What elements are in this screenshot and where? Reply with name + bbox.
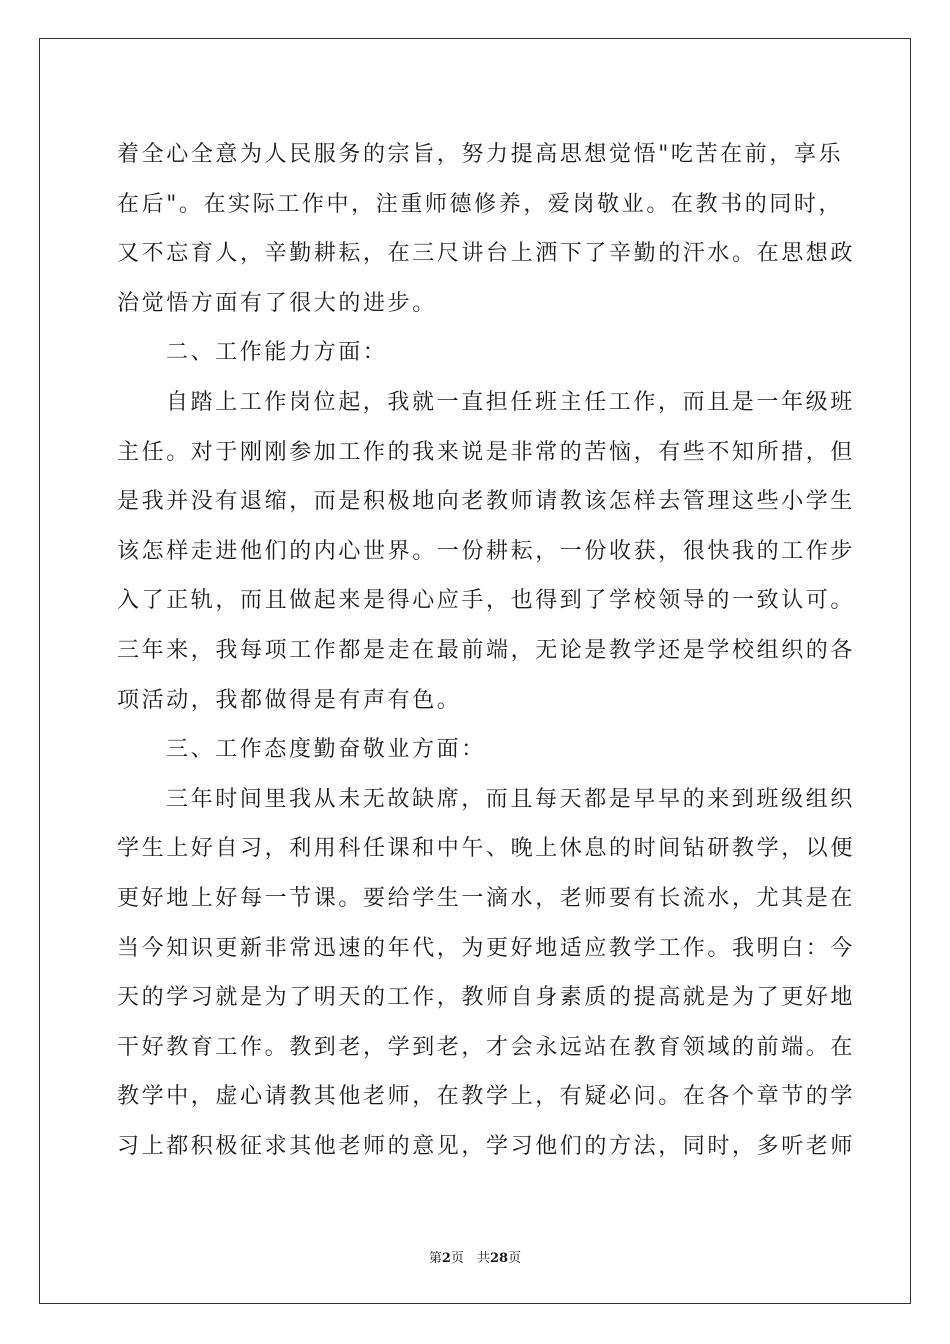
text-line: 治觉悟方面有了很大的进步。 — [117, 290, 437, 316]
text-line: 天的学习就是为了明天的工作，教师自身素质的提高就是为了更好地 — [117, 985, 856, 1011]
document-body — [117, 130, 856, 1171]
section-heading: 三、工作态度勤奋敬业方面： — [166, 737, 486, 763]
page-mid: 页 共 — [450, 1251, 490, 1266]
text-line: 更好地上好每一节课。要给学生一滴水，老师要有长流水，尤其是在 — [117, 885, 856, 911]
text-line: 习上都积极征求其他老师的意见，学习他们的方法，同时，多听老师 — [117, 1133, 856, 1159]
text-line: 着全心全意为人民服务的宗旨，努力提高思想觉悟"吃苦在前，享乐 — [117, 142, 844, 167]
text-line: 教学中，虚心请教其他老师，在教学上，有疑必问。在各个章节的学 — [117, 1084, 856, 1110]
text-line: 在后"。在实际工作中，注重师德修养，爱岗敬业。在教书的同时， — [117, 191, 844, 217]
page-footer — [0, 1247, 950, 1266]
text-line: 学生上好自习，利用科任课和中午、晚上休息的时间钻研教学，以便 — [117, 836, 856, 862]
text-line: 干好教育工作。教到老，学到老，才会永远站在教育领域的前端。在 — [117, 1034, 856, 1060]
text-line: 是我并没有退缩，而是积极地向老教师请教该怎样去管理这些小学生 — [117, 489, 856, 515]
text-line: 该怎样走进他们的内心世界。一份耕耘，一份收获，很快我的工作步 — [117, 538, 856, 564]
paragraph-first-line: 自踏上工作岗位起，我就一直担任班主任工作，而且是一年级班 — [166, 389, 855, 415]
page-number-current: 2 — [441, 1251, 451, 1266]
text-line: 主任。对于刚刚参加工作的我来说是非常的苦恼，有些不知所措，但 — [117, 439, 856, 465]
text-line: 入了正轨，而且做起来是得心应手，也得到了学校领导的一致认可。 — [117, 588, 856, 614]
text-line: 三年来，我每项工作都是走在最前端，无论是教学还是学校组织的各 — [117, 637, 856, 663]
page-number-total: 28 — [489, 1251, 509, 1266]
text-line: 当今知识更新非常迅速的年代，为更好地适应教学工作。我明白：今 — [117, 935, 856, 961]
page-prefix: 第 — [428, 1251, 442, 1266]
page-suffix: 页 — [508, 1251, 522, 1266]
section-heading: 二、工作能力方面： — [166, 340, 388, 366]
text-line: 又不忘育人，辛勤耕耘，在三尺讲台上洒下了辛勤的汗水。在思想政 — [117, 241, 856, 267]
paragraph-first-line: 三年时间里我从未无故缺席，而且每天都是早早的来到班级组织 — [166, 786, 855, 812]
text-line: 项活动，我都做得是有声有色。 — [117, 687, 462, 713]
